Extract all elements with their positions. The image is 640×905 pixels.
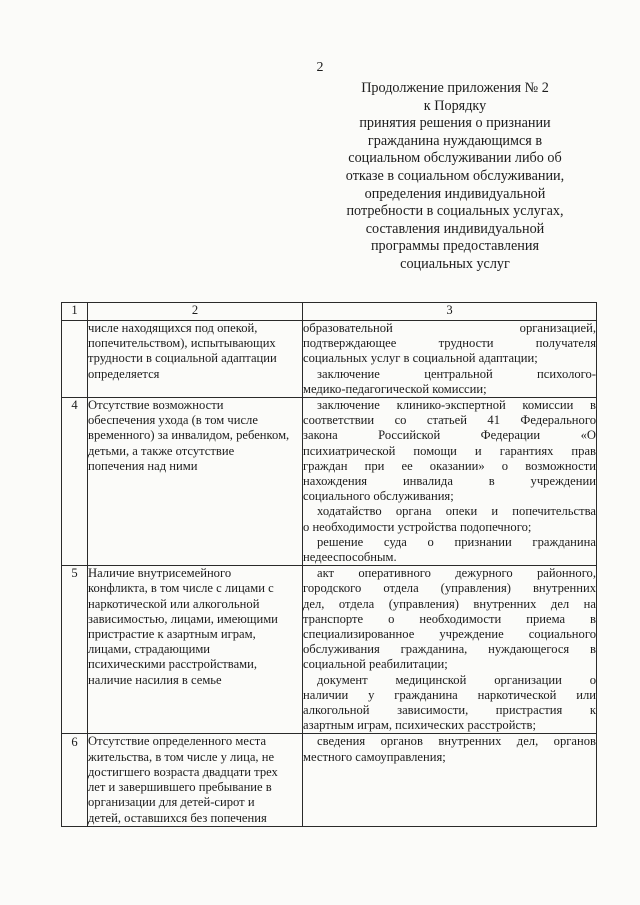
criterion-line: организации для детей-сирот и	[88, 795, 255, 810]
document-line: недееспособным.	[303, 550, 397, 565]
document-paragraph	[303, 398, 596, 504]
document-paragraph	[303, 566, 596, 672]
criterion-line: зависимостью, лицами, имеющими	[88, 611, 278, 626]
document-line: алкогольной зависимости, пристрастия к	[303, 703, 596, 718]
criterion-line: наркотической или алкогольной	[88, 596, 260, 611]
document-line: граждан при ее оказании» о возможности	[303, 458, 596, 473]
criterion-line: конфликта, в том числе с лицами с	[88, 581, 274, 596]
document-paragraph	[303, 535, 596, 565]
document-line: наличии у гражданина наркотической или	[303, 687, 596, 702]
document-line: подтверждающее трудности получателя	[303, 336, 596, 351]
criterion-cell	[88, 321, 303, 398]
document-line: заключение центральной психолого-	[317, 366, 596, 381]
document-line: социальной реабилитации;	[303, 657, 448, 672]
criterion-line: психическими расстройствами,	[88, 657, 258, 672]
table-row	[62, 321, 597, 398]
document-paragraph	[303, 734, 596, 764]
header-line: составления индивидуальной	[365, 220, 545, 237]
criterion-line: детьми, а также отсутствие	[88, 443, 235, 458]
row-number: 5	[62, 566, 88, 734]
criterion-line: числе находящихся под опекой,	[88, 321, 258, 335]
row-number: 4	[62, 398, 88, 566]
header-line: принятия решения о признании	[359, 115, 551, 132]
document-line: транспорте о необходимости приема в	[303, 611, 596, 626]
documents-cell	[303, 734, 597, 826]
document-line: городского отдела (управления) внутренних	[303, 581, 596, 596]
document-paragraph	[303, 673, 596, 734]
document-line: заключение клинико-экспертной комиссии в	[317, 398, 596, 413]
document-line: ходатайство органа опеки и попечительства	[317, 504, 596, 519]
table-row	[62, 734, 597, 826]
documents-cell	[303, 321, 597, 398]
document-paragraph	[303, 504, 596, 534]
document-line: медико-педагогической комиссии;	[303, 381, 487, 396]
criterion-line: Наличие внутрисемейного	[88, 566, 232, 581]
document-line: специализированное учреждение социального	[303, 627, 596, 642]
document-line: соответствии со статьей 41 Федерального	[303, 413, 596, 428]
header-line: определения индивидуальной	[364, 185, 546, 202]
criterion-line: обеспечения ухода (в том числе	[88, 413, 258, 428]
criterion-cell	[88, 566, 303, 734]
criterion-line: временного) за инвалидом, ребенком,	[88, 428, 290, 443]
document-paragraph	[303, 321, 596, 367]
header-line: программы предоставления	[370, 238, 540, 255]
header-line: потребности в социальных услугах,	[346, 203, 564, 220]
criterion-line: лет и завершившего пребывание в	[88, 780, 272, 795]
criterion-line: пристрастие к азартным играм,	[88, 627, 256, 642]
table-row	[62, 566, 597, 734]
page-number: 2	[316, 60, 324, 75]
document-line: обслуживания гражданина, нуждающегося в	[303, 642, 596, 657]
document-line: о необходимости устройства подопечного;	[303, 519, 532, 534]
criterion-line: наличие насилия в семье	[88, 672, 222, 687]
document-line: образовательной организацией,	[303, 321, 596, 335]
criterion-line: попечительством), испытывающих	[88, 336, 276, 351]
document-line: психиатрической помощи и гарантиях прав	[303, 443, 596, 458]
criterion-line: Отсутствие возможности	[88, 398, 224, 413]
table-row	[62, 398, 597, 566]
document-line: местного самоуправления;	[303, 749, 446, 764]
header-line: к Порядку	[423, 97, 487, 114]
row-number: 6	[62, 734, 88, 826]
criterion-line: детей, оставшихся без попечения	[88, 810, 267, 825]
criterion-cell	[88, 734, 303, 826]
document-line: решение суда о признании гражданина	[317, 534, 596, 549]
header-line: социальном обслуживании либо об	[348, 150, 562, 167]
document-paragraph	[303, 367, 596, 397]
document-line: социального обслуживания;	[303, 489, 454, 504]
criterion-line: жительства, в том числе у лица, не	[88, 749, 275, 764]
document-line: азартным играм, психических расстройств;	[303, 718, 536, 733]
document-line: акт оперативного дежурного районного,	[317, 566, 596, 581]
column-header-1: 1	[62, 303, 88, 321]
criterion-line: трудности в социальной адаптации	[88, 351, 277, 366]
criteria-table	[61, 302, 597, 827]
header-line: Продолжение приложения № 2	[361, 80, 549, 96]
criterion-line: попечения над ними	[88, 458, 198, 473]
appendix-header	[325, 80, 585, 274]
header-line: отказе в социальном обслуживании,	[345, 167, 565, 184]
document-line: нахождения инвалида в учреждении	[303, 474, 596, 489]
header-line: гражданина нуждающимся в	[367, 132, 543, 149]
header-line: социальных услуг	[400, 255, 510, 272]
row-number	[62, 321, 88, 398]
document-line: дел, отдела (управления) внутренних дел на	[303, 596, 596, 611]
column-header-2: 2	[88, 303, 303, 321]
criterion-line: достигшего возраста двадцати трех	[88, 764, 278, 779]
column-header-3: 3	[303, 303, 597, 321]
documents-cell	[303, 566, 597, 734]
document-line: социальных услуг в социальной адаптации;	[303, 351, 538, 366]
document-line: документ медицинской организации о	[317, 672, 596, 687]
criterion-line: Отсутствие определенного места	[88, 734, 267, 749]
criterion-line: определяется	[88, 366, 160, 381]
criterion-line: лицами, страдающими	[88, 642, 211, 657]
documents-cell	[303, 398, 597, 566]
document-line: сведения органов внутренних дел, органов	[317, 734, 596, 749]
criterion-cell	[88, 398, 303, 566]
document-line: закона Российской Федерации «О	[303, 428, 596, 443]
table-header-row	[62, 303, 597, 321]
